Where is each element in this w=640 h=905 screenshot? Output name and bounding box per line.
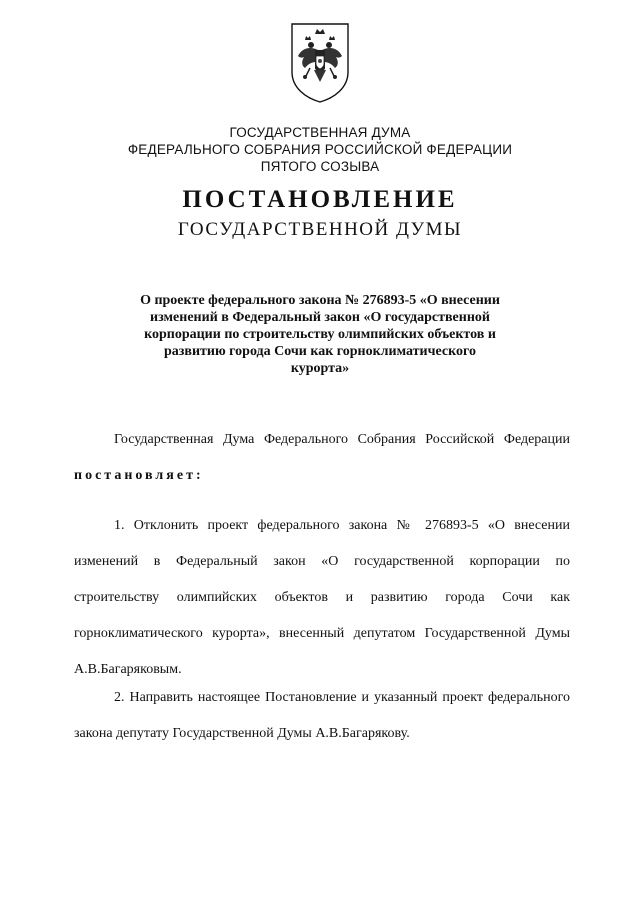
preamble-verb: постановляет: bbox=[74, 468, 204, 483]
document-header bbox=[0, 124, 640, 175]
document-subtitle: ГОСУДАРСТВЕННОЙ ДУМЫ bbox=[177, 219, 463, 240]
document-title: ПОСТАНОВЛЕНИЕ bbox=[182, 186, 458, 213]
subject-line-1: О проекте федерального закона № 276893-5 «О внесении bbox=[140, 293, 500, 308]
subject-line-3: корпорации по строительству олимпийских объектов и bbox=[144, 327, 496, 342]
russian-coat-of-arms-icon bbox=[288, 20, 352, 106]
coat-of-arms-emblem bbox=[288, 20, 352, 106]
header-line-3: ПЯТОГО СОЗЫВА bbox=[260, 159, 380, 174]
resolution-item-1 bbox=[74, 508, 570, 688]
preamble-paragraph bbox=[74, 422, 570, 494]
header-line-1: ГОСУДАРСТВЕННАЯ ДУМА bbox=[229, 125, 411, 140]
header-line-2: ФЕДЕРАЛЬНОГО СОБРАНИЯ РОССИЙСКОЙ ФЕДЕРАЦИИ bbox=[127, 142, 513, 157]
item-2-text: 2. Направить настоящее Постановление и указанный проект федерального закона депутату Государственной Думы А.В.Багарякову. bbox=[74, 690, 570, 741]
resolution-item-2 bbox=[74, 680, 570, 752]
item-1-text: 1. Отклонить проект федерального закона № 276893-5 «О внесении изменений в Федеральный закон «О государственной корпорации по строительству олимпийских объектов и развитию города Сочи как горноклиматического курорта», внесенный депутатом Государственной Думы А.В.Багаряковым. bbox=[74, 518, 570, 677]
subject-line-2: изменений в Федеральный закон «О государственной bbox=[150, 310, 490, 325]
subject-line-5: курорта» bbox=[290, 361, 350, 376]
subject-line-4: развитию города Сочи как горноклиматического bbox=[163, 344, 477, 359]
document-subject bbox=[120, 292, 520, 377]
preamble-text: Государственная Дума Федерального Собрания Российской Федерации bbox=[114, 432, 570, 447]
